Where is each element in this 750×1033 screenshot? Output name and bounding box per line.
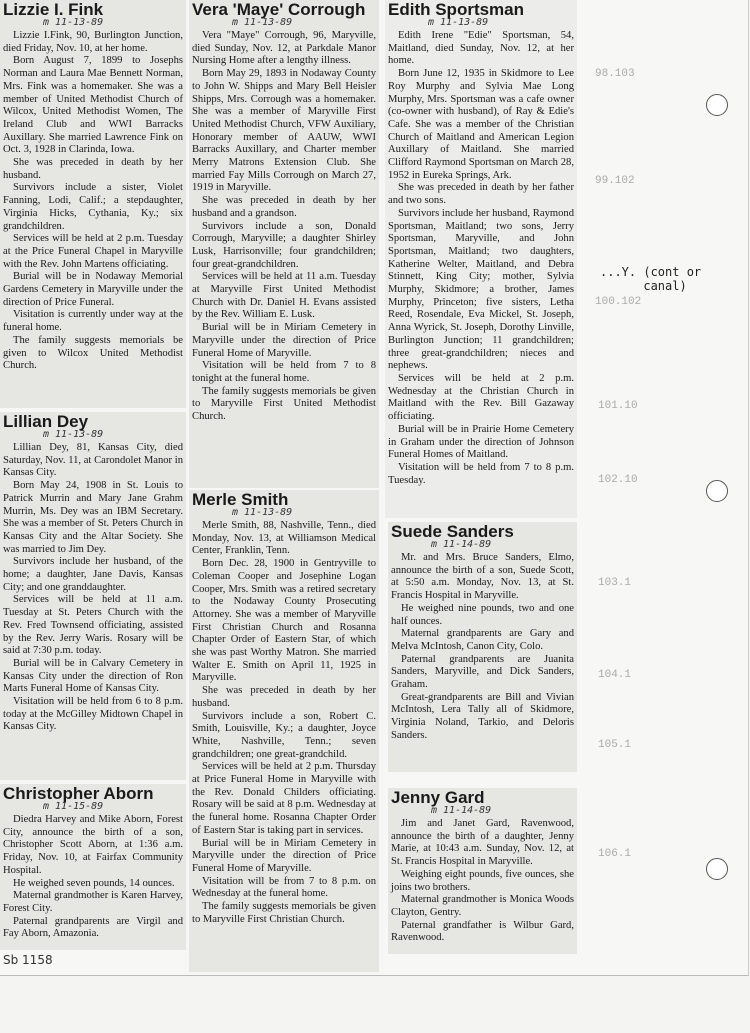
- obituary-body: [192, 30, 376, 424]
- paragraph: Great-grandparents are Bill and Vivian McIntosh, Lera Tally all of Skidmore, Virginia Noland, Tarkio, and Deloris Sanders.: [391, 691, 574, 741]
- paragraph: Born May 24, 1908 in St. Louis to Patrick Murrin and Mary Jane Grahm Murrin, Ms. Dey was an IBM Secretary. She was a member of St. Peters Church in Kansas City and the Altar Society. She was married to Jim Dey.: [3, 480, 183, 555]
- handwritten-date: m 11-13-89: [428, 17, 489, 28]
- faint-mark: 105.1: [598, 739, 632, 751]
- obituary-heading: Merle Smith: [192, 490, 289, 509]
- paragraph: He weighed nine pounds, two and one half ounces.: [391, 602, 574, 627]
- handwritten-date: m 11-14-89: [431, 539, 492, 550]
- paragraph: Jim and Janet Gard, Ravenwood, announce the birth of a daughter, Jenny Marie, at 10:43 a.m. Sunday, Nov. 12, at St. Francis Hospital in Maryville.: [391, 818, 574, 868]
- paragraph: Lillian Dey, 81, Kansas City, died Saturday, Nov. 11, at Carondolet Manor in Kansas City.: [3, 442, 183, 479]
- notice-heading: Jenny Gard: [391, 788, 485, 807]
- paragraph: Born Dec. 28, 1900 in Gentryville to Coleman Cooper and Josephine Logan Cooper, Mrs. Smith was a retired secretary to the Nodaway County Prosecuting Attorney. She was a member of Maryville First Christian Church and Rosanna Chapter Order of Eastern Star, of which she was past Worthy Matron. She married Walter E. Smith on April 11, 1925 in Maryville.: [192, 558, 376, 684]
- paragraph: Paternal grandparents are Juanita Sanders, Maryville, and Dick Sanders, Graham.: [391, 653, 574, 691]
- notice-heading: Suede Sanders: [391, 522, 514, 541]
- paragraph: Maternal grandmother is Monica Woods Clayton, Gentry.: [391, 894, 574, 918]
- paragraph: Visitation will be held from 7 to 8 tonight at the funeral home.: [192, 360, 376, 384]
- paragraph: Services will be held at 2 p.m. Thursday at Price Funeral Home in Maryville with the Rev. Donald Childers officiating. Rosary will be said at 8 p.m. Wednesday at the funeral home. Rosanna Chapter Order of Eastern Star is taking part in services.: [192, 761, 376, 836]
- paragraph: Maternal grandmother is Karen Harvey, Forest City.: [3, 890, 183, 914]
- paragraph: Burial will be in Nodaway Memorial Gardens Cemetery in Maryville under the direction of Price Funeral.: [3, 271, 183, 308]
- paragraph: Survivors include a son, Donald Corrough, Maryville; a daughter Shirley Lusk, Harrisonville; four grandchildren; four great-grandchildren.: [192, 220, 376, 270]
- obituary-body: [3, 30, 183, 373]
- obituary-heading: Lillian Dey: [3, 412, 89, 431]
- paragraph: Born May 29, 1893 in Nodaway County to John W. Shipps and Mary Bell Heisler Shipps, Mrs. Corrough was a homemaker. She was a member of Maryville First United Methodist Church, VFW Auxiliary, Honorary member of AAUW, WWI Barracks Auxillary, and Charter member Merry Matrons Extension Club. She married Fay Mills Corrough on March 27, 1919 in Maryville.: [192, 68, 376, 194]
- handwritten-date: m 11-13-89: [232, 507, 293, 518]
- paragraph: Services will be held at 2 p.m. Tuesday at the Price Funeral Chapel in Maryville with the Rev. John Martens officiating.: [3, 233, 183, 270]
- faint-mark: 104.1: [598, 669, 632, 681]
- paragraph: Survivors include her husband, of the home; a daughter, Jane Davis, Kansas City; and one granddaughter.: [3, 556, 183, 593]
- handwritten-date: m 11-15-89: [43, 801, 104, 812]
- paragraph: Lizzie I.Fink, 90, Burlington Junction, died Friday, Nov. 10, at her home.: [3, 30, 183, 54]
- punch-hole: [706, 858, 728, 880]
- faint-mark: 103.1: [598, 577, 632, 589]
- birth-notice-christopher-aborn: [0, 784, 186, 950]
- paragraph: Visitation will be held from 7 to 8 p.m. Tuesday.: [388, 461, 574, 486]
- paragraph: Edith Irene "Edie" Sportsman, 54, Maitland, died Sunday, Nov. 12, at her home.: [388, 30, 574, 67]
- paragraph: The family suggests memorials be given to Maryville First United Methodist Church.: [192, 385, 376, 423]
- paragraph: The family suggests memorials be given to Wilcox United Methodist Church.: [3, 334, 183, 372]
- paragraph: Weighing eight pounds, five ounces, she joins two brothers.: [391, 868, 574, 893]
- paragraph: She was preceded in death by her father and two sons.: [388, 182, 574, 207]
- obituary-lillian-dey: [0, 412, 186, 780]
- paragraph: She was preceded in death by her husband.: [192, 685, 376, 709]
- paragraph: Merle Smith, 88, Nashville, Tenn., died Monday, Nov. 13, at Williamson Medical Center, Franklin, Tenn.: [192, 520, 376, 557]
- notice-body: [391, 552, 574, 743]
- file-reference: Sb 1158: [3, 953, 53, 967]
- paragraph: Born June 12, 1935 in Skidmore to Lee Roy Murphy and Sylvia Mae Long Murphy, Mrs. Sportsman was a cafe owner (co-owner with husband), of Ray & Edie's Cafe. She was a member of the Christian Church of Maitland and American Legion Auxillary of Maitland. She married Clifford Raymond Sportsman on March 28, 1952 in Eureka Springs, Ark.: [388, 68, 574, 181]
- obituary-vera-corrough: [189, 0, 379, 488]
- obituary-heading: Edith Sportsman: [388, 0, 525, 19]
- paragraph: Born August 7, 1899 to Josephs Norman and Laura Mae Bennett Norman, Mrs. Fink was a homemaker. She was a member of United Methodist Church of Wilcox, United Methodist Women, The Ireland Club and WWI Barracks Auxillary. She married Lawrence Fink on Oct. 3, 1928 in Clarinda, Iowa.: [3, 55, 183, 156]
- paragraph: Visitation is currently under way at the funeral home.: [3, 309, 183, 334]
- punch-hole: [706, 94, 728, 116]
- obituary-body: [3, 442, 183, 734]
- obituary-lizzie-fink: [0, 0, 186, 408]
- paragraph: Paternal grandfather is Wilbur Gard, Ravenwood.: [391, 919, 574, 944]
- paragraph: Services will be held at 2 p.m. Wednesday at the Christian Church in Maitland with the Rev. Bill Gazaway officiating.: [388, 372, 574, 423]
- paragraph: He weighed seven pounds, 14 ounces.: [13, 877, 175, 889]
- handwritten-date: m 11-13-89: [43, 429, 104, 440]
- faint-mark: 100.102: [595, 296, 642, 308]
- paragraph: Burial will be in Calvary Cemetery in Kansas City under the direction of Ron Marts Funeral Home of Kansas City.: [3, 657, 183, 695]
- notice-body: [391, 818, 574, 945]
- paragraph: She was preceded in death by her husband.: [3, 157, 183, 181]
- birth-notice-jenny-gard: [388, 788, 577, 954]
- obituary-merle-smith: [189, 490, 379, 972]
- paragraph: Services will be held at 11 a.m. Tuesday at St. Peters Church with the Rev. Fred Townsend officiating, assisted by the Rev. Jerry Waris. Rosary will be said at 7:30 p.m. today.: [3, 594, 183, 657]
- faint-mark: 101.10: [598, 400, 638, 412]
- paragraph: Visitation will be held from 6 to 8 p.m. today at the McGilley Midtown Chapel in Kansas City.: [3, 696, 183, 733]
- obituary-edith-sportsman: [385, 0, 577, 518]
- handwritten-date: m 11-13-89: [232, 17, 293, 28]
- faint-mark: 98.103: [595, 68, 635, 80]
- paragraph: Diedra Harvey and Mike Aborn, Forest City, announce the birth of a son, Christopher Scott Aborn, at 1:36 a.m. Friday, Nov. 10, at Fairfax Community Hospital.: [3, 814, 183, 876]
- paragraph: Burial will be in Miriam Cemetery in Maryville under the direction of Price Funeral Home of Maryville.: [192, 322, 376, 359]
- punch-hole: [706, 480, 728, 502]
- paragraph: Visitation will be from 7 to 8 p.m. on Wednesday at the funeral home.: [192, 875, 376, 900]
- paragraph: Services will be held at 11 a.m. Tuesday at Maryville First United Methodist Church with Dr. Daniel H. Evans assisted by the Rev. William E. Lusk.: [192, 271, 376, 321]
- paragraph: Survivors include a sister, Violet Fanning, Lodi, Calif.; a stepdaughter, Virginia Hicks, Cythania, Ky.; six grandchildren.: [3, 182, 183, 232]
- notice-heading: Christopher Aborn: [3, 784, 154, 803]
- obituary-body: [388, 30, 574, 487]
- faint-mark: 106.1: [598, 848, 632, 860]
- handwritten-date: m 11-14-89: [431, 805, 492, 816]
- faint-mark: 99.102: [595, 175, 635, 187]
- paragraph: She was preceded in death by her husband and a grandson.: [192, 195, 376, 219]
- margin-typed-note: ...Y. (cont or canal): [600, 265, 702, 293]
- obituary-body: [192, 520, 376, 927]
- birth-notice-suede-sanders: [388, 522, 577, 772]
- paragraph: Burial will be in Prairie Home Cemetery in Graham under the direction of Johnson Funeral Homes of Maitland.: [388, 423, 574, 461]
- obituary-heading: Lizzie I. Fink: [3, 0, 104, 19]
- paragraph: Burial will be in Miriam Cemetery in Maryville under the direction of Price Funeral Home of Maryville.: [192, 837, 376, 874]
- paragraph: Maternal grandparents are Gary and Melva McIntosh, Canon City, Colo.: [391, 628, 574, 652]
- paragraph: The family suggests memorials be given to Maryville First Christian Church.: [192, 901, 376, 925]
- obituary-heading: Vera 'Maye' Corrough: [192, 0, 366, 19]
- paragraph: Vera "Maye" Corrough, 96, Maryville, died Sunday, Nov. 12, at Parkdale Manor Nursing Home after a lengthy illness.: [192, 30, 376, 67]
- paragraph: Paternal grandparents are Virgil and Fay Aborn, Amazonia.: [3, 915, 183, 940]
- paragraph: Survivors include a son, Robert C. Smith, Louisville, Ky.; a daughter, Joyce White, Nashville, Tenn.; seven grandchildren; one great-grandchild.: [192, 710, 376, 760]
- paragraph: Survivors include her husband, Raymond Sportsman, Maitland; two sons, Jerry Sportsman, Maryville, and John Sportsman, Maitland; two daughters, Katherine Welter, Maitland, and Debra Stinnett, King City; mother, Sylvia Murphy, Skidmore; a brother, James Murphy, Princeton; five sisters, Letha Reed, Rosendale, Eva Mickel, St. Joseph, Anna Wyrick, St. Joseph, Dorothy Linville, Burlington Junction; 11 grandchildren; three great-grandchildren; nieces and nephews.: [388, 207, 574, 372]
- handwritten-date: m 11-13-89: [43, 17, 104, 28]
- faint-mark: 102.10: [598, 474, 638, 486]
- notice-body: [3, 814, 183, 941]
- paragraph: Mr. and Mrs. Bruce Sanders, Elmo, announce the birth of a son, Suede Scott, at 5:50 a.m. Monday, Nov. 13, at St. Francis Hospital in Maryville.: [391, 552, 574, 602]
